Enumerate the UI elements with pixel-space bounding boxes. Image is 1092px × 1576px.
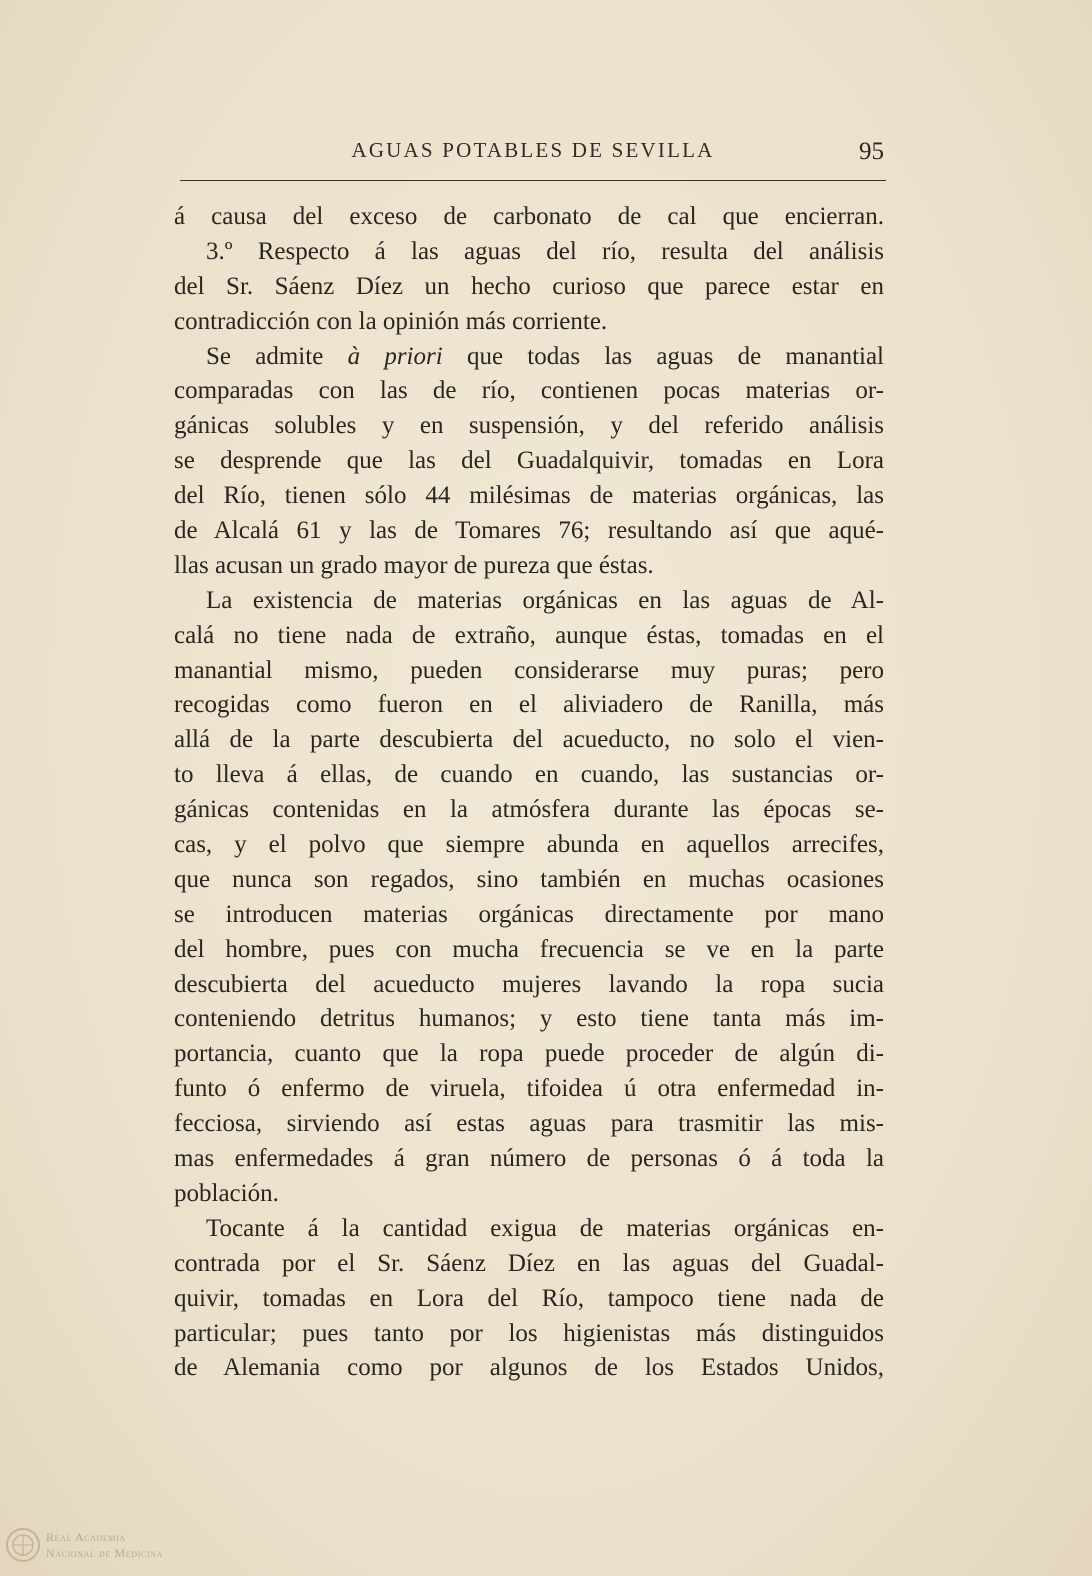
- text-line: to lleva á ellas, de cuando en cuando, las sustancias or-: [174, 761, 884, 789]
- text-line: [174, 340, 884, 375]
- text-line: contrada por el Sr. Sáenz Díez en las aguas del Guadal-: [174, 1249, 884, 1277]
- academy-seal-icon: [4, 1526, 42, 1564]
- text-line: funto ó enfermo de viruela, tifoidea ú otra enfermedad in-: [174, 1075, 884, 1103]
- page-number: 95: [859, 138, 884, 165]
- text-line: quivir, tomadas en Lora del Río, tampoco tiene nada de: [174, 1284, 884, 1312]
- running-title: AGUAS POTABLES DE SEVILLA: [351, 138, 715, 162]
- text-line: fecciosa, sirviendo así estas aguas para trasmitir las mis-: [174, 1110, 884, 1138]
- library-stamp: [4, 1524, 204, 1568]
- text-line: se desprende que las del Guadalquivir, tomadas en Lora: [174, 447, 884, 475]
- stamp-line: Real Academia: [46, 1530, 126, 1544]
- page-header: [180, 128, 886, 168]
- text-line: Tocante á la cantidad exigua de materias orgánicas en-: [206, 1214, 884, 1242]
- text-line: conteniendo detritus humanos; y esto tiene tanta más im-: [174, 1005, 884, 1033]
- text-segment: Se admite: [206, 342, 324, 370]
- text-line: cas, y el polvo que siempre abunda en aquellos arrecifes,: [174, 831, 884, 859]
- text-line: mas enfermedades á gran número de personas ó á toda la: [174, 1145, 884, 1173]
- text-line: comparadas con las de río, contienen pocas materias or-: [174, 377, 884, 405]
- text-line: descubierta del acueducto mujeres lavando la ropa sucia: [174, 970, 884, 998]
- italic-phrase: à priori: [347, 342, 443, 370]
- stamp-line: Nacional de Medicina: [46, 1546, 163, 1560]
- text-line: del hombre, pues con mucha frecuencia se ve en la parte: [174, 935, 884, 963]
- text-line: contradicción con la opinión más corriente.: [174, 307, 608, 335]
- text-line: población.: [174, 1179, 279, 1207]
- text-line: que nunca son regados, sino también en muchas ocasiones: [174, 865, 884, 893]
- text-line: del Río, tienen sólo 44 milésimas de materias orgánicas, las: [174, 482, 884, 510]
- text-line: calá no tiene nada de extraño, aunque éstas, tomadas en el: [174, 621, 884, 649]
- text-line: de Alemania como por algunos de los Estados Unidos,: [174, 1354, 884, 1382]
- text-line: La existencia de materias orgánicas en las aguas de Al-: [206, 586, 884, 614]
- text-segment: que todas las aguas de manantial: [442, 342, 884, 370]
- text-line: 3.º Respecto á las aguas del río, resulta del análisis: [206, 237, 884, 265]
- text-line: á causa del exceso de carbonato de cal que encierran.: [174, 203, 884, 230]
- text-line: gánicas solubles y en suspensión, y del referido análisis: [174, 412, 884, 440]
- header-rule: [180, 180, 886, 181]
- text-line: manantial mismo, pueden considerarse muy puras; pero: [174, 656, 884, 684]
- text-line: particular; pues tanto por los higienistas más distinguidos: [174, 1319, 884, 1347]
- body-text: [174, 200, 884, 1386]
- text-line: gánicas contenidas en la atmósfera durante las épocas se-: [174, 796, 884, 824]
- text-line: del Sr. Sáenz Díez un hecho curioso que parece estar en: [174, 272, 884, 300]
- text-line: allá de la parte descubierta del acueducto, no solo el vien-: [174, 726, 884, 754]
- text-line: llas acusan un grado mayor de pureza que éstas.: [174, 551, 654, 579]
- text-line: de Alcalá 61 y las de Tomares 76; resultando así que aqué-: [174, 517, 884, 545]
- text-line: recogidas como fueron en el aliviadero de Ranilla, más: [174, 691, 884, 719]
- text-line: se introducen materias orgánicas directamente por mano: [174, 900, 884, 928]
- text-line: portancia, cuanto que la ropa puede proceder de algún di-: [174, 1040, 884, 1068]
